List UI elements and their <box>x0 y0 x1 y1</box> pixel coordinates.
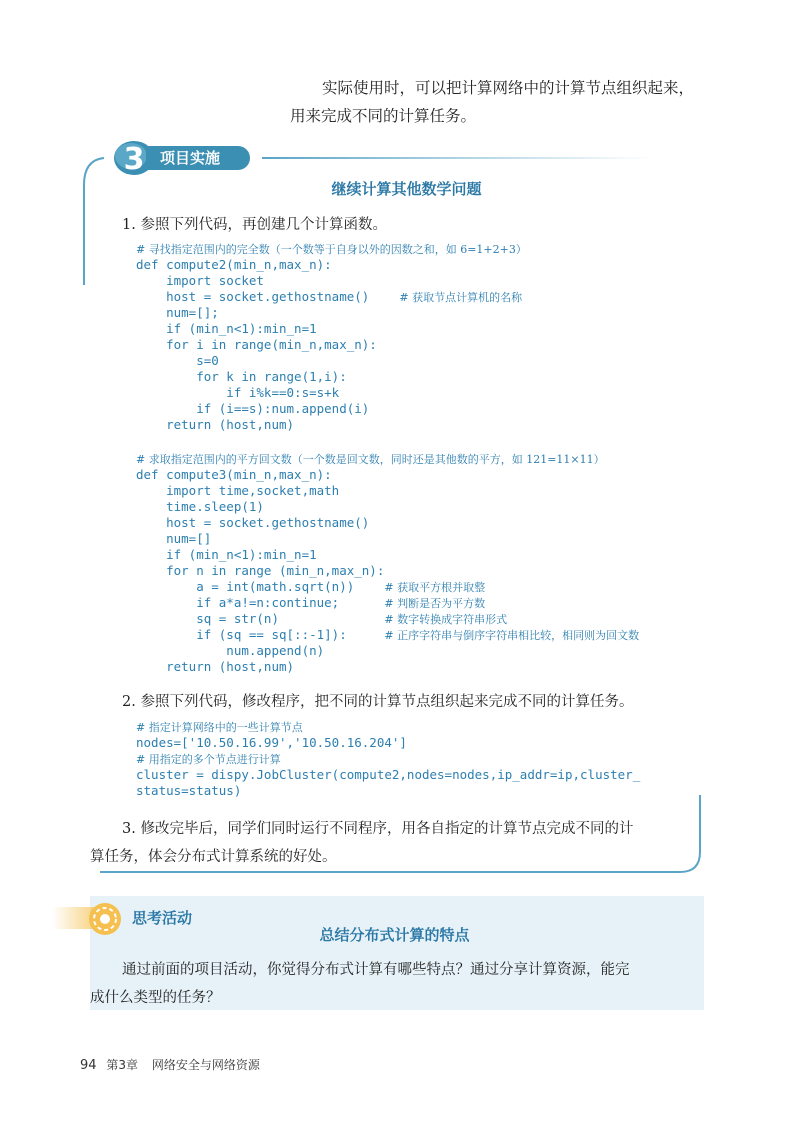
code-text: if (sq == sq[::-1]): <box>136 627 385 642</box>
chapter-title: 网络安全与网络资源 <box>151 1058 260 1072</box>
code-line <box>136 305 527 321</box>
section-label: 项目实施 <box>146 146 250 170</box>
code-line <box>136 499 639 515</box>
code-text: if a*a!=n:continue; <box>136 595 385 610</box>
code-comment: # 指定计算网络中的一些计算节点 <box>136 721 303 734</box>
think-line-2: 成什么类型的任务？ <box>90 990 221 1006</box>
code-comment: # 寻找指定范围内的完全数（一个数等于自身以外的因数之和，如 6=1+2+3） <box>136 243 527 256</box>
think-activity-text <box>90 956 700 1012</box>
code-line <box>136 257 527 273</box>
code-line <box>136 467 639 483</box>
intro-line-1: 实际使用时，可以把计算网络中的计算节点组织起来， <box>322 79 695 97</box>
code-text: num.append(n) <box>136 643 325 658</box>
code-text: cluster = dispy.JobCluster(compute2,nodes=nodes,ip_addr=ip,cluster_ <box>136 767 641 782</box>
code-line <box>136 627 639 643</box>
code-text: def compute3(min_n,max_n): <box>136 467 332 482</box>
step-3-line-2: 算任务，体会分布式计算系统的好处。 <box>90 849 337 865</box>
code-line <box>136 611 639 627</box>
code-text: nodes=['10.50.16.99','10.50.16.204'] <box>136 735 407 750</box>
code-comment: # 数字转换成字符串形式 <box>384 613 508 626</box>
think-activity-label: 思考活动 <box>132 909 193 927</box>
code-line <box>136 547 639 563</box>
section-number: 3 <box>123 142 145 177</box>
code-text: for i in range(min_n,max_n): <box>136 337 377 352</box>
code-text: if (i==s):num.append(i) <box>136 401 370 416</box>
code-text: import time,socket,math <box>136 483 340 498</box>
code-text: for n in range (min_n,max_n): <box>136 563 385 578</box>
code-line <box>136 451 639 467</box>
code-comment: # 获取平方根并取整 <box>384 581 486 594</box>
code-text: for k in range(1,i): <box>136 369 347 384</box>
code-block-cluster <box>136 719 640 799</box>
code-text: host = socket.gethostname() <box>136 515 370 530</box>
code-line <box>136 719 640 735</box>
banner-divider <box>262 157 652 159</box>
page-footer <box>80 1056 260 1073</box>
code-comment: # 判断是否为平方数 <box>384 597 486 610</box>
think-line-1: 通过前面的项目活动，你觉得分布式计算有哪些特点？通过分享计算资源，能完 <box>122 962 630 978</box>
section-title: 继续计算其他数学问题 <box>331 180 482 198</box>
code-line <box>136 241 527 257</box>
code-text: return (host,num) <box>136 659 295 674</box>
code-text: return (host,num) <box>136 417 295 432</box>
code-text: sq = str(n) <box>136 611 385 626</box>
code-comment: # 正序字符串与倒序字符串相比较，相同则为回文数 <box>384 629 640 642</box>
code-line <box>136 767 640 783</box>
code-text: if (min_n<1):min_n=1 <box>136 547 317 562</box>
code-line <box>136 563 639 579</box>
code-text: a = int(math.sqrt(n)) <box>136 579 385 594</box>
code-line <box>136 321 527 337</box>
code-text: host = socket.gethostname() <box>136 289 400 304</box>
code-text: num=[]; <box>136 305 219 320</box>
code-line <box>136 579 639 595</box>
step-3-line-1: 3. 修改完毕后，同学们同时运行不同程序，用各自指定的计算节点完成不同的计 <box>122 821 634 837</box>
code-line <box>136 659 639 675</box>
code-line <box>136 337 527 353</box>
code-line <box>136 289 527 305</box>
code-line <box>136 751 640 767</box>
code-line <box>136 353 527 369</box>
code-line <box>136 273 527 289</box>
step-1-instruction: 1. 参照下列代码，再创建几个计算函数。 <box>122 217 387 233</box>
code-text: if i%k==0:s=s+k <box>136 385 340 400</box>
code-line <box>136 385 527 401</box>
think-activity-title: 总结分布式计算的特点 <box>319 926 470 944</box>
code-line <box>136 531 639 547</box>
code-line <box>136 515 639 531</box>
code-comment: # 用指定的多个节点进行计算 <box>136 753 281 766</box>
code-text: def compute2(min_n,max_n): <box>136 257 332 272</box>
intro-line-2: 用来完成不同的计算任务。 <box>290 107 477 125</box>
code-line <box>136 483 639 499</box>
step-3-instruction <box>90 815 700 871</box>
chapter-number: 第3章 <box>106 1058 139 1072</box>
code-line <box>136 783 640 799</box>
code-text: if (min_n<1):min_n=1 <box>136 321 317 336</box>
code-text: import socket <box>136 273 264 288</box>
code-line <box>136 417 527 433</box>
code-text: status=status) <box>136 783 242 798</box>
code-text: time.sleep(1) <box>136 499 264 514</box>
code-comment: # 求取指定范围内的平方回文数（一个数是回文数，同时还是其他数的平方，如 121=11×11） <box>136 453 605 466</box>
code-text: num=[] <box>136 531 212 546</box>
code-block-compute2 <box>136 241 527 433</box>
code-block-compute3 <box>136 451 639 675</box>
code-text: s=0 <box>136 353 219 368</box>
code-line <box>136 595 639 611</box>
page-number: 94 <box>80 1058 97 1073</box>
step-2-instruction: 2. 参照下列代码，修改程序，把不同的计算节点组织起来完成不同的计算任务。 <box>122 694 634 710</box>
code-line <box>136 643 639 659</box>
code-comment: # 获取节点计算机的名称 <box>399 291 523 304</box>
code-line <box>136 369 527 385</box>
code-line <box>136 401 527 417</box>
code-line <box>136 735 640 751</box>
